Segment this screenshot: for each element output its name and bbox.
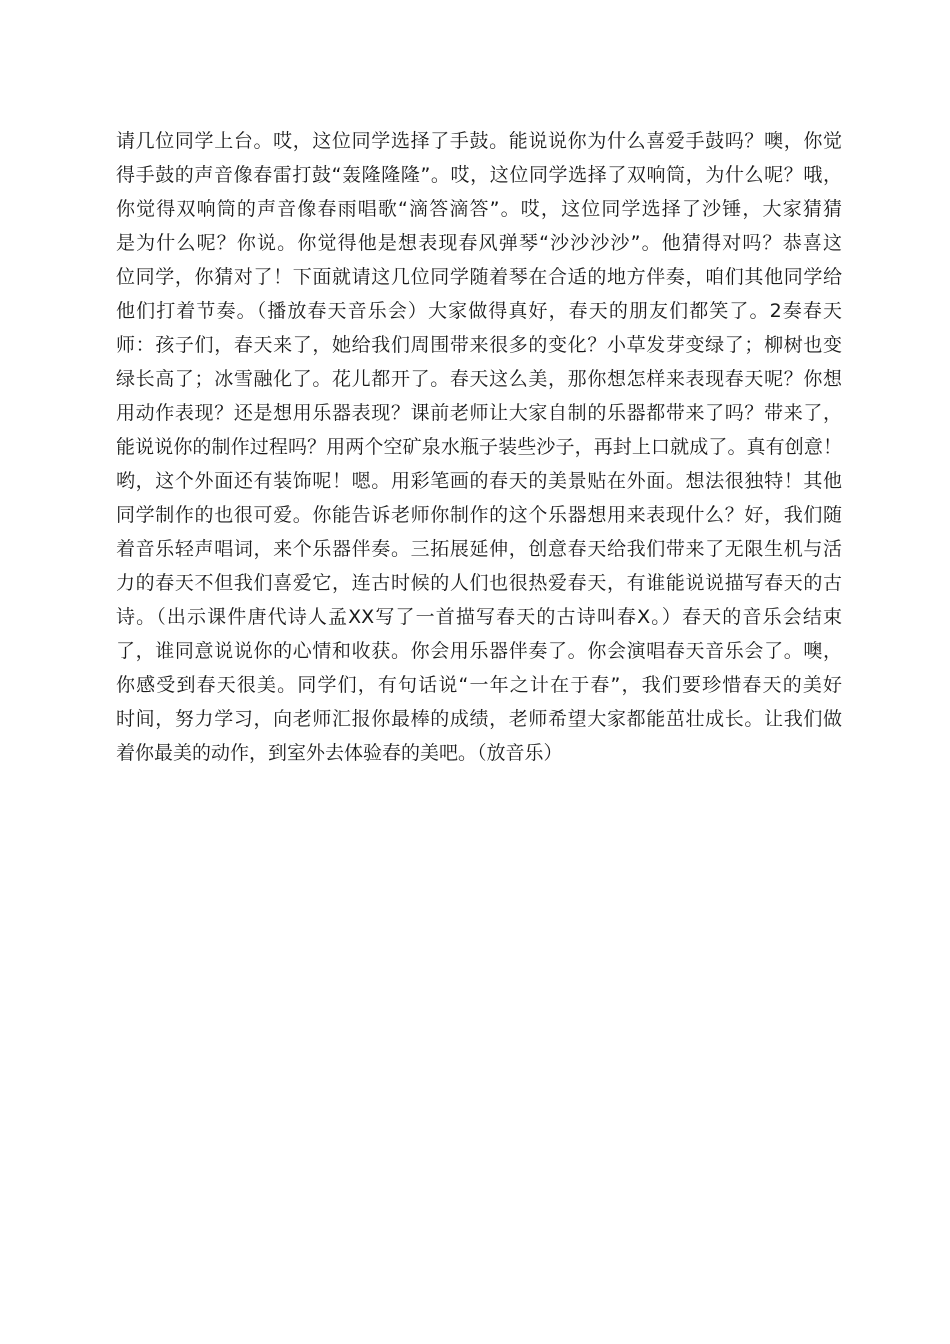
body-text: [116, 124, 842, 770]
text-line: 力的春天不但我们喜爱它，连古时候的人们也很热爱春天，有谁能说说描写春天的古: [116, 572, 842, 594]
text-line: 是为什么呢？你说。你觉得他是想表现春风弹琴“沙沙沙沙”。他猜得对吗？恭喜这: [116, 232, 842, 254]
text-line: 哟，这个外面还有装饰呢！嗯。用彩笔画的春天的美景贴在外面。想法很独特！其他: [116, 470, 842, 492]
text-line: 你感受到春天很美。同学们，有句话说“一年之计在于春”，我们要珍惜春天的美好: [116, 674, 842, 696]
text-line: 同学制作的也很可爱。你能告诉老师你制作的这个乐器想用来表现什么？好，我们随: [116, 504, 842, 526]
text-line: 着你最美的动作，到室外去体验春的美吧。（放音乐）: [116, 742, 563, 764]
text-line: 你觉得双响筒的声音像春雨唱歌“滴答滴答”。哎，这位同学选择了沙锤，大家猜猜: [116, 198, 842, 220]
text-line: 了，谁同意说说你的心情和收获。你会用乐器伴奏了。你会演唱春天音乐会了。噢，: [116, 640, 842, 662]
text-line: 请几位同学上台。哎，这位同学选择了手鼓。能说说你为什么喜爱手鼓吗？噢，你觉: [116, 130, 842, 152]
text-line: 师：孩子们，春天来了，她给我们周围带来很多的变化？小草发芽变绿了；柳树也变: [116, 334, 842, 356]
text-line: 位同学，你猜对了！下面就请这几位同学随着琴在合适的地方伴奏，咱们其他同学给: [116, 266, 842, 288]
text-line: 着音乐轻声唱词，来个乐器伴奏。三拓展延伸，创意春天给我们带来了无限生机与活: [116, 538, 842, 560]
text-line: 他们打着节奏。（播放春天音乐会）大家做得真好，春天的朋友们都笑了。2奏春天: [116, 300, 842, 322]
text-line: 得手鼓的声音像春雷打鼓“轰隆隆隆”。哎，这位同学选择了双响筒，为什么呢？哦，: [116, 164, 842, 186]
text-line: 诗。（出示课件唐代诗人孟XX写了一首描写春天的古诗叫春X。）春天的音乐会结束: [116, 606, 842, 628]
text-line: 能说说你的制作过程吗？用两个空矿泉水瓶子装些沙子，再封上口就成了。真有创意！: [116, 436, 842, 458]
text-line: 用动作表现？还是想用乐器表现？课前老师让大家自制的乐器都带来了吗？带来了，: [116, 402, 842, 424]
text-line: 绿长高了；冰雪融化了。花儿都开了。春天这么美，那你想怎样来表现春天呢？你想: [116, 368, 842, 390]
text-line: 时间，努力学习，向老师汇报你最棒的成绩，老师希望大家都能茁壮成长。让我们做: [116, 708, 842, 730]
